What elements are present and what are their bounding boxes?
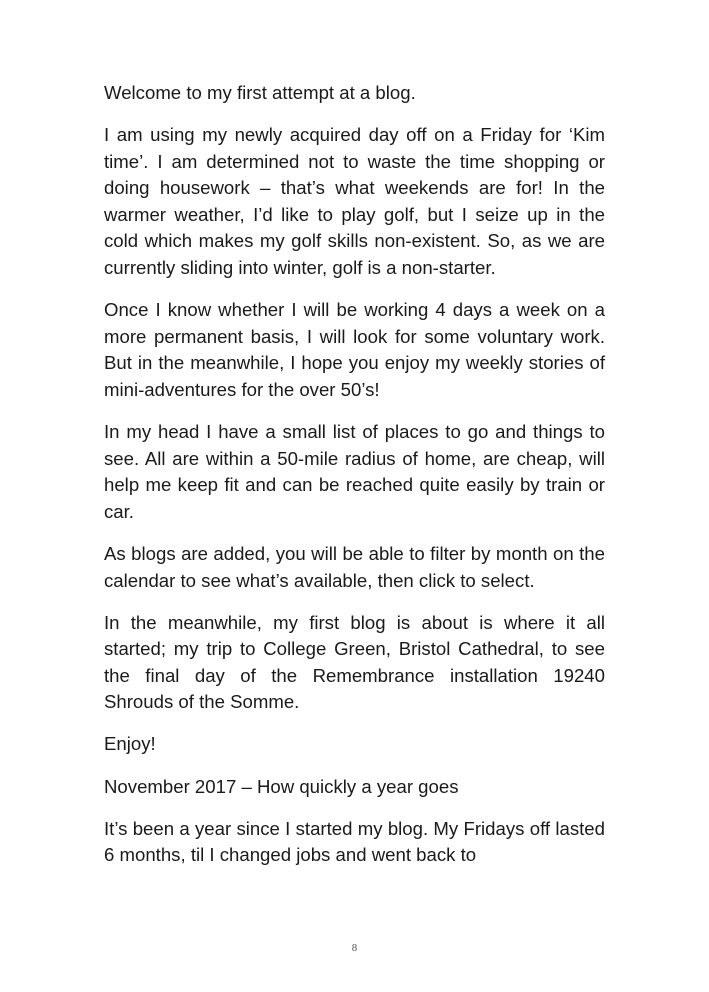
year-later-paragraph: It’s been a year since I started my blog. My Fridays off lasted 6 months, til I changed jobs and went back to xyxy=(104,817,605,866)
places-list-paragraph: In my head I have a small list of places to go and things to see. All are within a 50-mile radius of home, are cheap, will help me keep fit and can be reached quite easily by train or car. xyxy=(104,421,605,522)
welcome-paragraph: Welcome to my first attempt at a blog. xyxy=(104,82,416,103)
section-heading: November 2017 – How quickly a year goes xyxy=(104,775,459,797)
kim-time-paragraph: I am using my newly acquired day off on a Friday for ‘Kim time’. I am determined not to waste the time shopping or doing housework – that’s what weekends are for! In the warmer weather, I’d like to play golf, but I seize up in the cold which makes my golf skills non-existent. So, as we are currently sliding into winter, golf is a non-starter. xyxy=(104,124,605,279)
page-body xyxy=(104,80,605,884)
first-blog-paragraph: In the meanwhile, my first blog is about is where it all started; my trip to College Green, Bristol Cathedral, to see the final day of the Remembrance installation 19240 Shrouds of the Somme. xyxy=(104,611,605,713)
voluntary-work-paragraph: Once I know whether I will be working 4 days a week on a more permanent basis, I will look for some voluntary work. But in the meanwhile, I hope you enjoy my weekly stories of mini-adventures for the over 50’s! xyxy=(104,299,605,400)
page-number: 8 xyxy=(351,942,358,954)
calendar-filter-paragraph: As blogs are added, you will be able to filter by month on the calendar to see what’s available, then click to select. xyxy=(104,542,605,591)
enjoy-paragraph: Enjoy! xyxy=(104,733,156,755)
